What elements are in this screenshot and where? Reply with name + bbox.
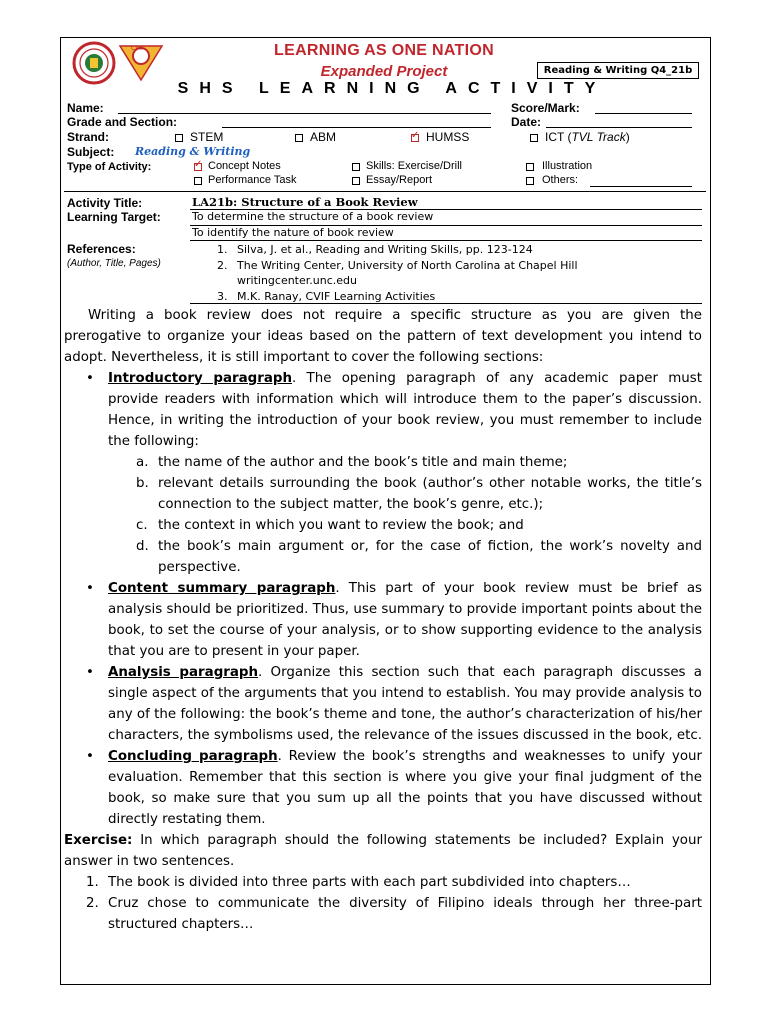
- strand-abm-checkbox[interactable]: [295, 134, 303, 142]
- date-field[interactable]: [546, 127, 692, 128]
- divider: [64, 191, 706, 192]
- strand-ict-checkbox[interactable]: [530, 134, 538, 142]
- type-essay-checkbox[interactable]: [352, 177, 360, 185]
- name-field[interactable]: [118, 113, 491, 114]
- strand-stem-checkbox[interactable]: [175, 134, 183, 142]
- activity-code-box: Reading & Writing Q4_21b: [537, 62, 699, 79]
- activity-type-label: Type of Activity:: [67, 161, 152, 173]
- list-item: c. the context in which you want to review the book; and: [136, 518, 524, 533]
- grade-section-label: Grade and Section:: [67, 115, 178, 129]
- page-title: SHS LEARNING ACTIVITY: [177, 80, 607, 97]
- project-subheading: Expanded Project: [320, 63, 448, 80]
- activity-title: LA21b: Structure of a Book Review: [192, 195, 418, 209]
- reference-url: writingcenter.unc.edu: [237, 274, 357, 287]
- score-field[interactable]: [595, 113, 692, 114]
- subject-value: Reading & Writing: [135, 145, 251, 158]
- subject-label: Subject:: [67, 145, 115, 159]
- activity-title-label: Activity Title:: [67, 196, 143, 210]
- learning-target-1: To determine the structure of a book review: [192, 210, 434, 223]
- type-others-label: Others:: [542, 174, 579, 186]
- score-label: Score/Mark:: [511, 101, 580, 115]
- references-note: (Author, Title, Pages): [67, 258, 161, 269]
- type-concept-notes-checkbox[interactable]: [194, 163, 202, 171]
- list-item: a. the name of the author and the book’s title and main theme;: [136, 455, 568, 470]
- exercise-item: 1. The book is divided into three parts with each part subdivided into chapters…: [86, 875, 631, 890]
- section-heading: Analysis paragraph: [108, 665, 259, 680]
- type-concept-notes-label: Concept Notes: [208, 160, 281, 172]
- reference-num: 3.: [217, 290, 228, 303]
- reference-item: Silva, J. et al., Reading and Writing Skills, pp. 123-124: [237, 243, 533, 256]
- section-text: . This part of your book review must be brief as analysis should be prioritized. Thus, use summary to provide important points about the book, to set the course of your analysis, or to show supporting evidence to the analysis that you are to present in your paper.: [108, 581, 702, 659]
- strand-ict-label: ICT (TVL Track): [545, 130, 630, 144]
- type-others-checkbox[interactable]: [526, 177, 534, 185]
- type-performance-task-label: Performance Task: [208, 174, 297, 186]
- section-concluding: [108, 746, 702, 830]
- content-body: [64, 305, 702, 935]
- learning-target-2: To identify the nature of book review: [192, 226, 394, 239]
- section-text: . Review the book’s strengths and weaknesses to unify your evaluation. Remember that this section is where you give your final judgment of the book, so make sure that you sum up all the points that you have discussed without directly restating them.: [108, 749, 702, 827]
- exercise-label: Exercise:: [64, 833, 133, 848]
- svg-text:CVIF: CVIF: [131, 45, 145, 52]
- strand-humss-label: HUMSS: [426, 130, 470, 144]
- others-field[interactable]: [590, 186, 692, 187]
- date-label: Date:: [511, 115, 542, 129]
- divider: [190, 240, 702, 241]
- exercise-instructions: In which paragraph should the following statements be included? Explain your answer in two sentences.: [64, 833, 702, 869]
- list-item: d. the book’s main argument or, for the case of fiction, the work’s novelty and perspective.: [136, 539, 702, 575]
- reference-num: 2.: [217, 259, 228, 272]
- strand-label: Strand:: [67, 130, 109, 144]
- section-text: . Organize this section such that each paragraph discusses a single aspect of the arguments that you intend to establish. You may provide analysis to any of the following: the book’s theme and tone, the author’s characterization of his/her characters, the symbolisms used, the relevance of the issues discussed in the book, etc.: [108, 665, 702, 743]
- type-illustration-label: Illustration: [542, 160, 593, 172]
- strand-abm-label: ABM: [310, 130, 337, 144]
- learning-target-label: Learning Target:: [67, 210, 161, 224]
- section-content-summary: [108, 578, 702, 662]
- org-heading: LEARNING AS ONE NATION: [274, 42, 494, 59]
- type-exercise-checkbox[interactable]: [352, 163, 360, 171]
- reference-item: The Writing Center, University of North Carolina at Chapel Hill: [237, 259, 578, 272]
- reference-item: M.K. Ranay, CVIF Learning Activities: [237, 290, 436, 303]
- section-heading: Introductory paragraph: [108, 371, 292, 386]
- intro-paragraph: Writing a book review does not require a specific structure as you are given the prerogative to organize your ideas based on the pattern of text development you intend to adopt. Nevertheless, it is still important to cover the following sections:: [64, 308, 702, 365]
- exercise-item: 2. Cruz chose to communicate the diversity of Filipino ideals through her three-part structured chapters…: [86, 896, 702, 932]
- section-text: . The opening paragraph of any academic paper must provide readers with information which will introduce them to the paper’s discussion. Hence, in writing the introduction of your book review, you must remember to include the following:: [108, 371, 702, 449]
- section-heading: Content summary paragraph: [108, 581, 336, 596]
- section-introductory: [108, 368, 702, 452]
- list-item: b. relevant details surrounding the book (author’s other notable works, the title’s connection to the subject matter, the book’s genre, etc.);: [136, 476, 702, 512]
- reference-num: 1.: [217, 243, 228, 256]
- references-label: References:: [67, 242, 136, 256]
- section-analysis: [108, 662, 702, 746]
- divider: [190, 303, 702, 304]
- exercise-paragraph: [64, 830, 702, 872]
- strand-humss-checkbox[interactable]: [411, 134, 419, 142]
- type-essay-label: Essay/Report: [366, 174, 433, 186]
- name-label: Name:: [67, 101, 104, 115]
- type-exercise-label: Skills: Exercise/Drill: [366, 160, 462, 172]
- type-illustration-checkbox[interactable]: [526, 163, 534, 171]
- type-performance-task-checkbox[interactable]: [194, 177, 202, 185]
- section-heading: Concluding paragraph: [108, 749, 278, 764]
- strand-stem-label: STEM: [190, 130, 224, 144]
- grade-section-field[interactable]: [222, 127, 491, 128]
